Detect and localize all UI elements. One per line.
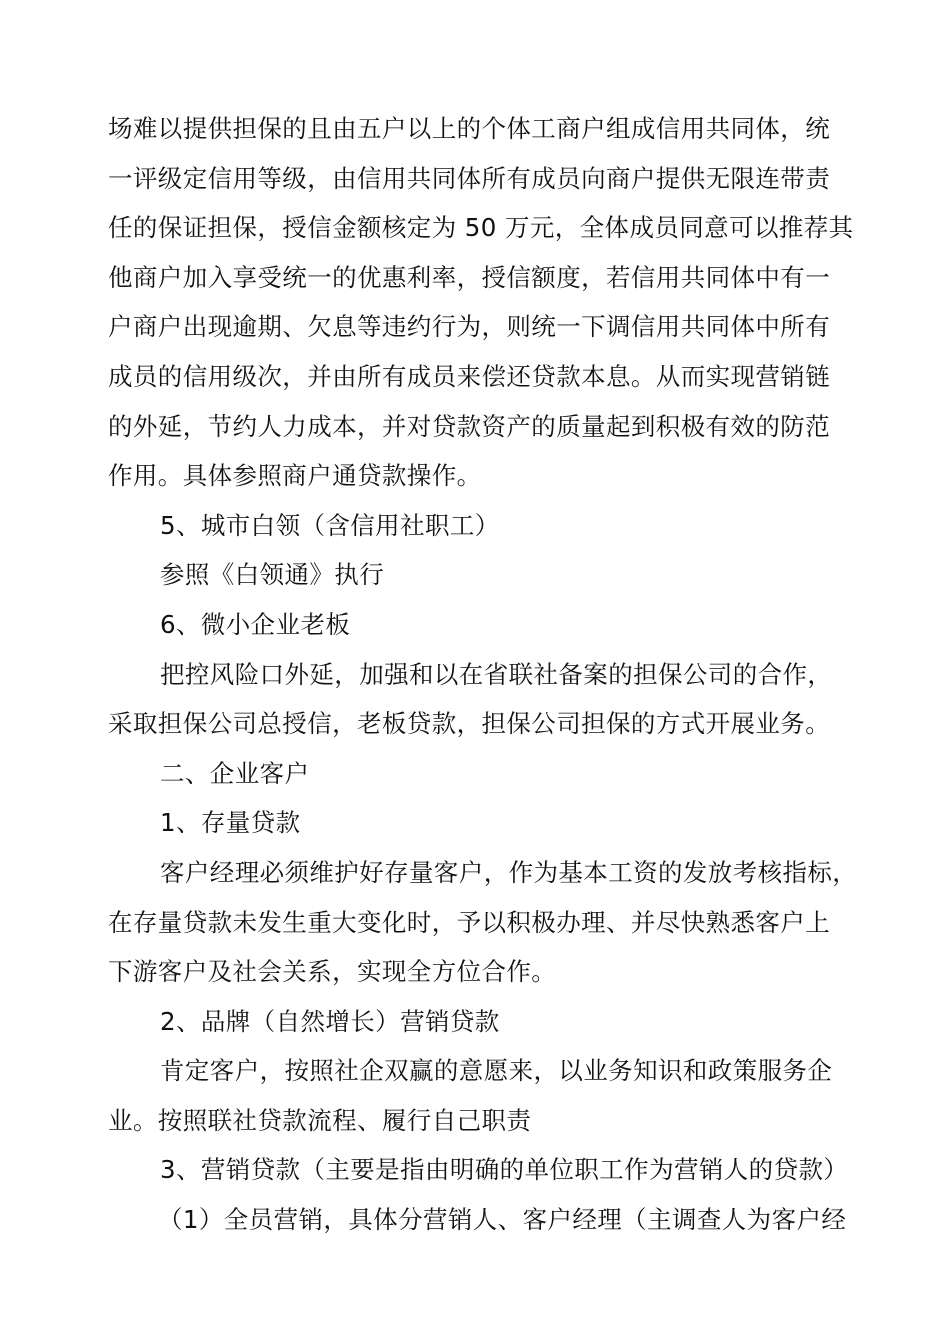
paragraph-line-21: 业。按照联社贷款流程、履行自己职责 (108, 1105, 532, 1135)
paragraph-line-13: 采取担保公司总授信，老板贷款，担保公司担保的方式开展业务。 (108, 709, 831, 739)
paragraph-line-18: 下游客户及社会关系，实现全方位合作。 (108, 957, 557, 987)
section-heading-enterprise-customers: 二、企业客户 (160, 758, 310, 788)
paragraph-line-5: 户商户出现逾期、欠息等违约行为，则统一下调信用共同体中所有 (108, 312, 831, 342)
section-heading-marketing-loans: 3、营销贷款（主要是指由明确的单位职工作为营销人的贷款） (160, 1155, 849, 1185)
paragraph-line-23: （1）全员营销，具体分营销人、客户经理（主调查人为客户经 (158, 1205, 847, 1235)
paragraph-line-12: 把控风险口外延，加强和以在省联社备案的担保公司的合作， (160, 659, 833, 689)
paragraph-line-2: 一评级定信用等级，由信用共同体所有成员向商户提供无限连带责 (108, 163, 831, 193)
paragraph-line-8: 作用。具体参照商户通贷款操作。 (108, 461, 482, 491)
paragraph-line-4: 他商户加入享受统一的优惠利率，授信额度，若信用共同体中有一 (108, 262, 831, 292)
paragraph-line-1: 场难以提供担保的且由五户以上的个体工商户组成信用共同体，统 (108, 114, 831, 143)
section-heading-brand-marketing-loans: 2、品牌（自然增长）营销贷款 (160, 1006, 500, 1036)
document-page (108, 104, 860, 1245)
paragraph-line-17: 在存量贷款未发生重大变化时，予以积极办理、并尽快熟悉客户上 (108, 907, 831, 937)
paragraph-line-7: 的外延，节约人力成本，并对贷款资产的质量起到积极有效的防范 (108, 411, 831, 441)
paragraph-line-6: 成员的信用级次，并由所有成员来偿还贷款本息。从而实现营销链 (108, 361, 831, 391)
section-heading-city-white-collar: 5、城市白领（含信用社职工） (160, 510, 500, 540)
paragraph-line-10: 参照《白领通》执行 (160, 560, 385, 590)
paragraph-line-20: 肯定客户，按照社企双赢的意愿来，以业务知识和政策服务企 (160, 1056, 833, 1086)
section-heading-small-business-owner: 6、微小企业老板 (160, 609, 351, 639)
paragraph-line-3: 任的保证担保，授信金额核定为 50 万元，全体成员同意可以推荐其 (108, 213, 854, 243)
section-heading-existing-loans: 1、存量贷款 (160, 808, 301, 838)
paragraph-line-16: 客户经理必须维护好存量客户，作为基本工资的发放考核指标， (160, 857, 858, 887)
